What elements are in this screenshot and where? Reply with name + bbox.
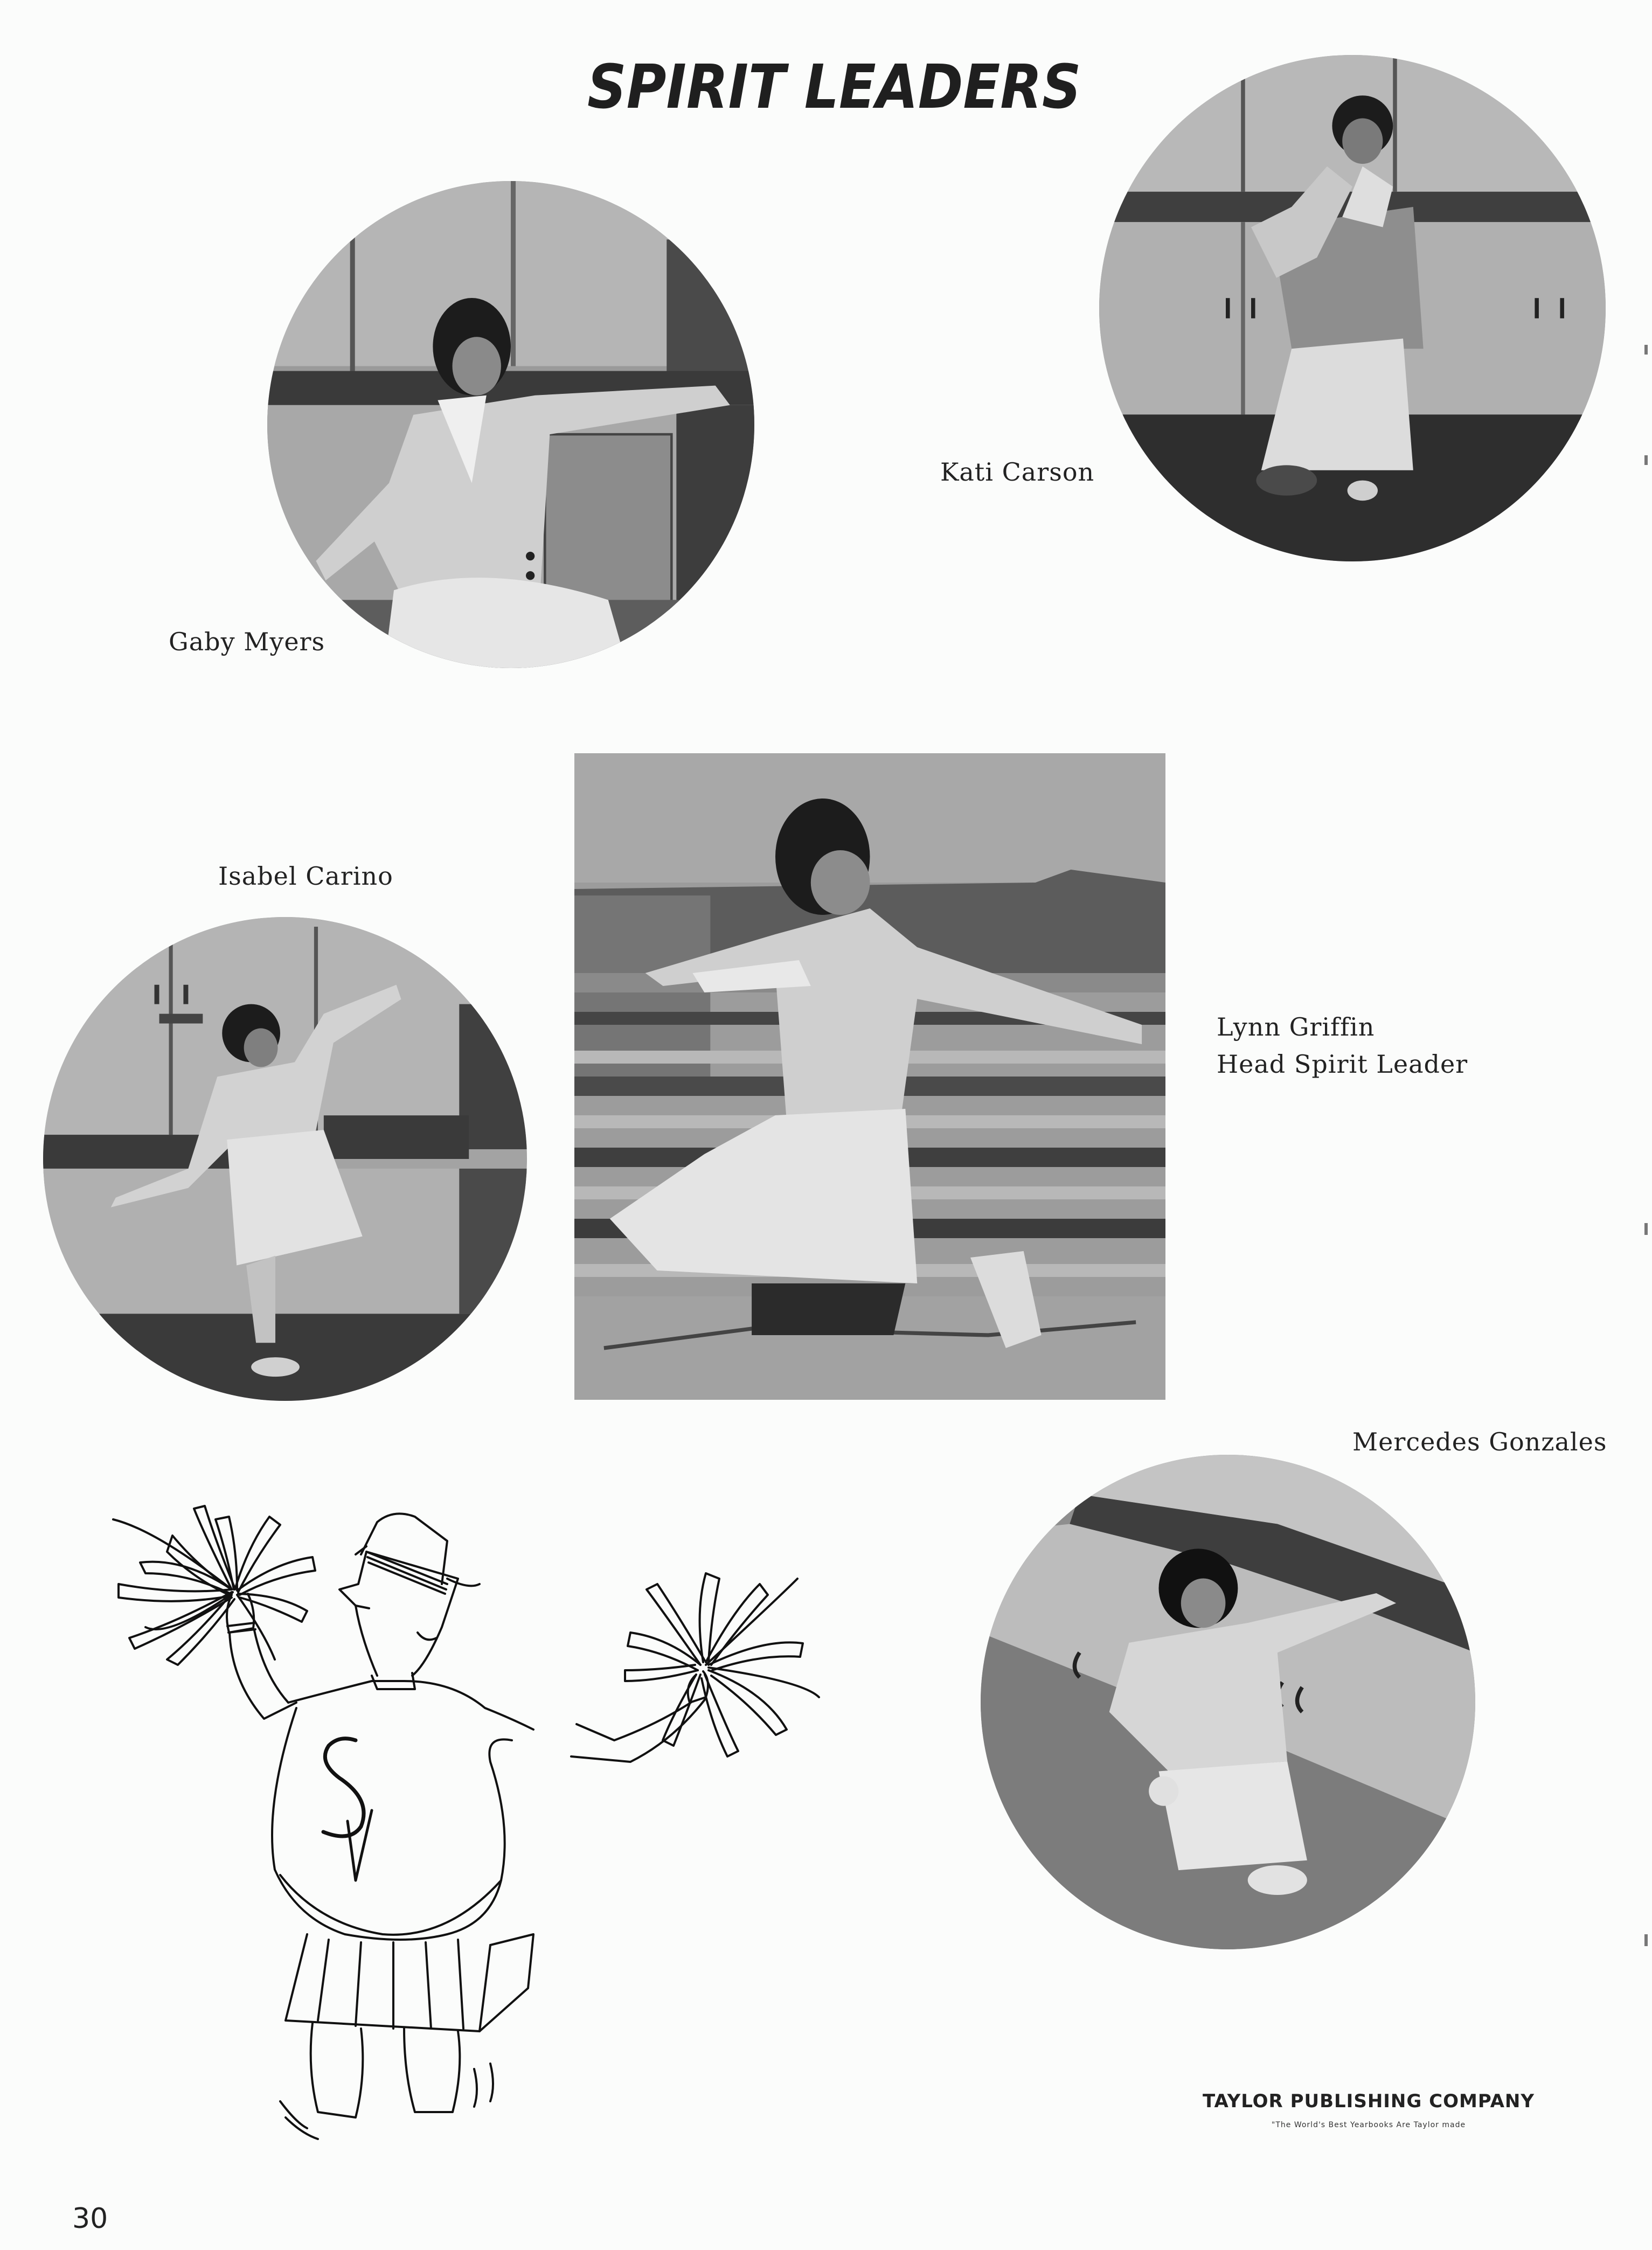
publisher-name: TAYLOR PUBLISHING COMPANY	[1202, 2091, 1535, 2112]
edge-mark	[1644, 455, 1648, 465]
caption-isabel-carino: Isabel Carino	[218, 862, 393, 891]
left-pompom-icon	[113, 1506, 315, 1665]
edge-mark	[1644, 345, 1648, 355]
photo-kati-image	[1099, 55, 1606, 561]
photo-mercedes-image	[981, 1455, 1475, 1949]
edge-mark	[1644, 1934, 1648, 1946]
photo-gaby-image	[267, 181, 754, 668]
photo-isabel-image	[43, 917, 527, 1401]
caption-gaby-myers: Gaby Myers	[169, 627, 325, 656]
mascot-drawing	[102, 1503, 862, 2182]
edge-mark	[1644, 1223, 1648, 1235]
monogram-s-stroke	[323, 1739, 364, 1836]
publisher-tagline: "The World's Best Yearbooks Are Taylor made	[1271, 2121, 1466, 2129]
photo-gaby-myers	[267, 181, 754, 668]
monogram-v-stroke	[348, 1810, 372, 1880]
photo-lynn-image	[574, 753, 1165, 1400]
page-number: 30	[72, 2203, 108, 2235]
page-title: SPIRIT LEADERS	[587, 52, 1081, 122]
caption-lynn-griffin: Lynn Griffin	[1217, 1012, 1375, 1041]
cheerleader-mascot-illustration	[102, 1503, 862, 2182]
photo-kati-carson	[1099, 55, 1606, 561]
right-pompom-icon	[625, 1573, 819, 1756]
photo-lynn-griffin	[574, 753, 1165, 1400]
caption-head-spirit-leader: Head Spirit Leader	[1217, 1050, 1468, 1079]
caption-mercedes-gonzales: Mercedes Gonzales	[1352, 1427, 1607, 1456]
photo-isabel-carino	[43, 917, 527, 1401]
photo-mercedes-gonzales	[981, 1455, 1475, 1949]
caption-kati-carson: Kati Carson	[940, 457, 1095, 487]
